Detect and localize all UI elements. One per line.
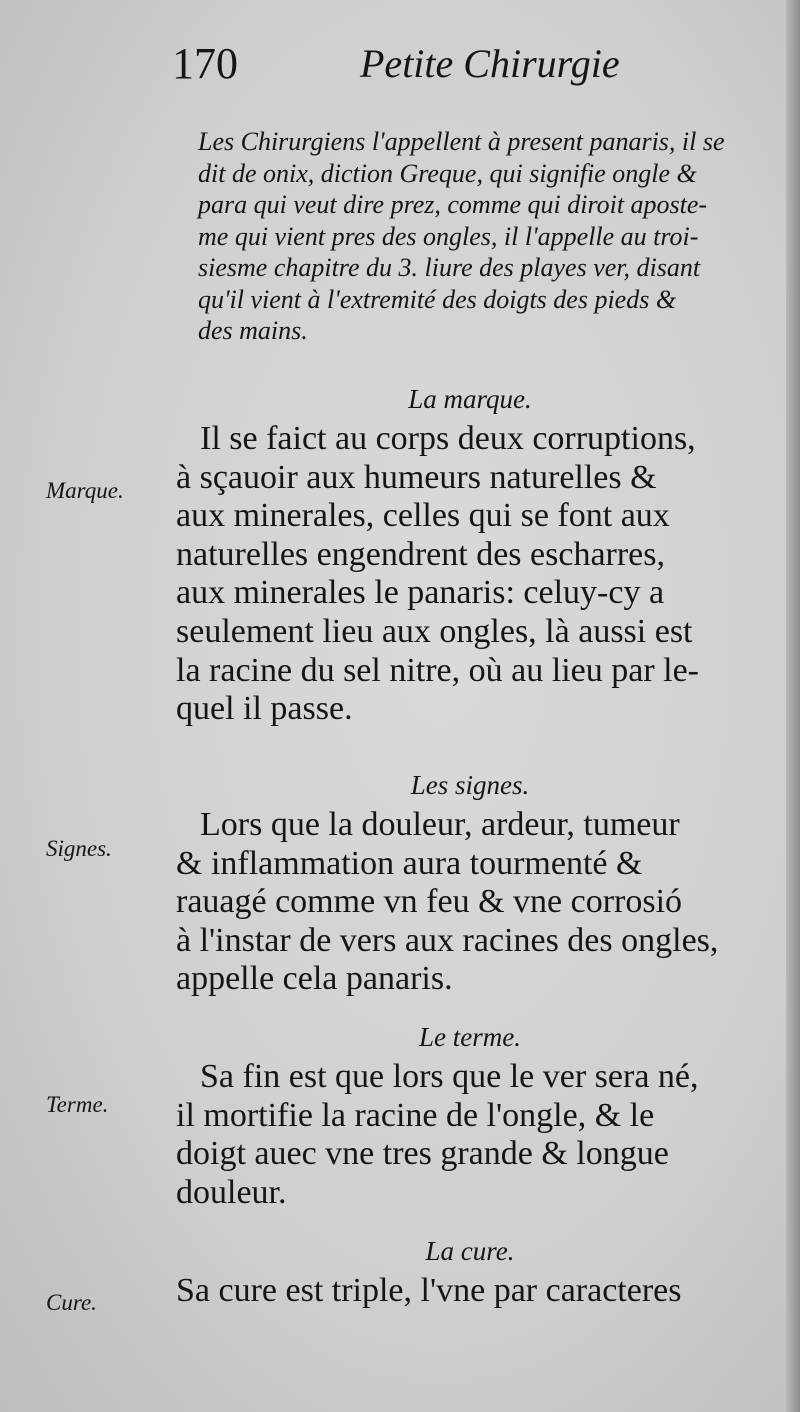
intro-line: para qui veut dire prez, comme qui diroit aposte- [198,190,708,219]
section-heading-terme: Le terme. [419,1022,521,1052]
body-line: naturelles engendrent des escharres, [176,535,665,573]
intro-paragraph [198,126,768,347]
section-body-signes [176,806,756,999]
intro-line: Les Chirurgiens l'appellent à present panaris, il se [198,127,725,156]
section-heading-marque: La marque. [408,384,532,414]
body-line: appelle cela panaris. [176,960,453,998]
body-line: à sçauoir aux humeurs naturelles & [176,458,657,496]
page-number: 170 [172,39,238,88]
body-line: douleur. [176,1173,287,1211]
intro-line: qu'il vient à l'extremité des doigts des pieds & [198,284,677,314]
body-line: aux minerales, celles qui se font aux [176,497,670,535]
body-line: il mortifie la racine de l'ongle, & le [176,1096,655,1134]
intro-line: siesme chapitre du 3. liure des playes ver, disant [198,253,701,282]
section-body-cure [176,1272,756,1311]
body-line: seulement lieu aux ongles, là aussi est [176,612,693,650]
section-body-terme [176,1058,756,1212]
body-line: Sa cure est triple, l'vne par caracteres [176,1272,682,1309]
section-heading-cure: La cure. [425,1236,515,1266]
intro-line: me qui vient pres des ongles, il l'appelle au troi- [198,221,699,251]
section-heading-signes: Les signes. [410,770,530,800]
body-line: quel il passe. [176,690,353,728]
body-line: & inflammation aura tourmenté & [176,844,643,882]
body-line: Sa fin est que lors que le ver sera né, [200,1058,699,1095]
intro-line: des mains. [198,316,308,345]
margin-note-marque: Marque. [46,478,124,503]
intro-line: dit de onix, diction Greque, qui signifie ongle & [198,158,697,188]
running-title: Petite Chirurgie [360,41,620,86]
body-line: Il se faict au corps deux corruptions, [200,420,696,457]
body-line: la racine du sel nitre, où au lieu par le- [176,651,699,689]
margin-note-cure: Cure. [46,1290,97,1315]
body-line: aux minerales le panaris: celuy-cy a [176,574,665,612]
body-line: à l'instar de vers aux racines des ongles, [176,921,719,959]
section-body-marque [176,420,756,729]
body-line: rauagé comme vn feu & vne corrosió [176,883,683,921]
margin-note-terme: Terme. [46,1092,109,1117]
body-line: doigt auec vne tres grande & longue [176,1135,669,1173]
body-line: Lors que la douleur, ardeur, tumeur [200,806,680,843]
page-header [0,34,800,94]
margin-note-signes: Signes. [46,836,112,861]
page-edge-shadow [786,0,800,1412]
